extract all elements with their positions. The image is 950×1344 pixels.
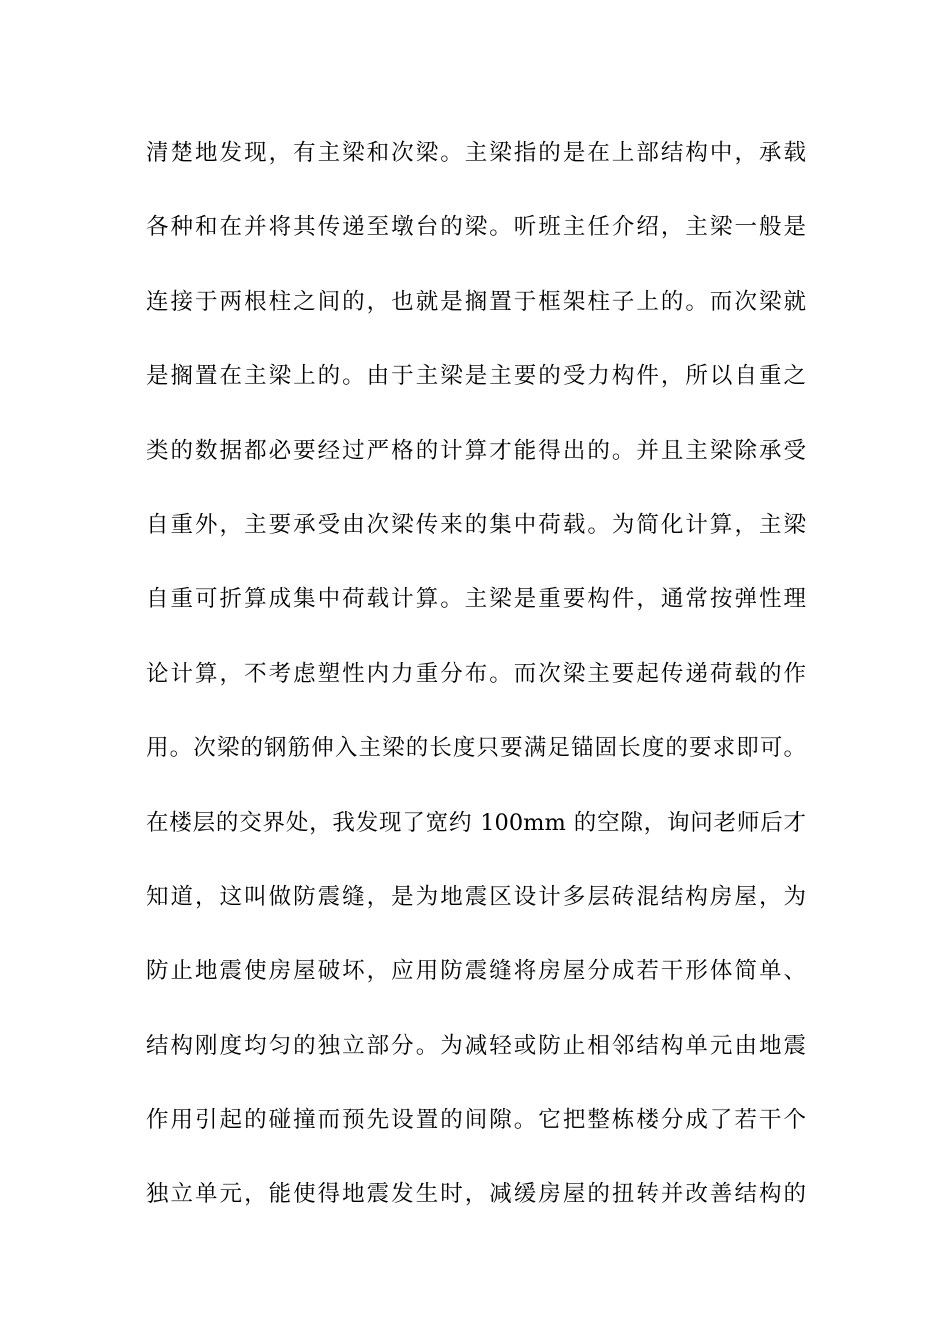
- text-line-13: 结构刚度均匀的独立部分。为减轻或防止相邻结构单元由地震: [146, 1032, 806, 1059]
- text-line-9: 用。次梁的钢筋伸入主梁的长度只要满足锚固长度的要求即可。: [146, 735, 806, 762]
- text-line-5: 类的数据都必要经过严格的计算才能得出的。并且主梁除承受: [146, 437, 806, 464]
- text-line-2: 各种和在并将其传递至墩台的梁。听班主任介绍，主梁一般是: [146, 214, 806, 241]
- text-line-10: 在楼层的交界处，我发现了宽约 100mm 的空隙，询问老师后才: [146, 809, 806, 836]
- text-line-1: 清楚地发现，有主梁和次梁。主梁指的是在上部结构中，承载: [146, 140, 806, 166]
- text-line-6: 自重外，主要承受由次梁传来的集中荷载。为简化计算，主梁: [146, 511, 806, 538]
- text-line-12: 防止地震使房屋破坏，应用防震缝将房屋分成若干形体简单、: [146, 958, 806, 985]
- body-text: [146, 133, 806, 1249]
- text-line-11: 知道，这叫做防震缝，是为地震区设计多层砖混结构房屋，为: [146, 883, 806, 910]
- text-line-7: 自重可折算成集中荷载计算。主梁是重要构件，通常按弹性理: [146, 586, 806, 613]
- text-line-14: 作用引起的碰撞而预先设置的间隙。它把整栋楼分成了若干个: [146, 1107, 806, 1134]
- text-line-3: 连接于两根柱之间的，也就是搁置于框架柱子上的。而次梁就: [146, 288, 806, 315]
- text-line-4: 是搁置在主梁上的。由于主梁是主要的受力构件，所以自重之: [146, 363, 806, 390]
- text-line-8: 论计算，不考虑塑性内力重分布。而次梁主要起传递荷载的作: [146, 660, 806, 687]
- text-line-15: 独立单元，能使得地震发生时，减缓房屋的扭转并改善结构的: [146, 1181, 806, 1208]
